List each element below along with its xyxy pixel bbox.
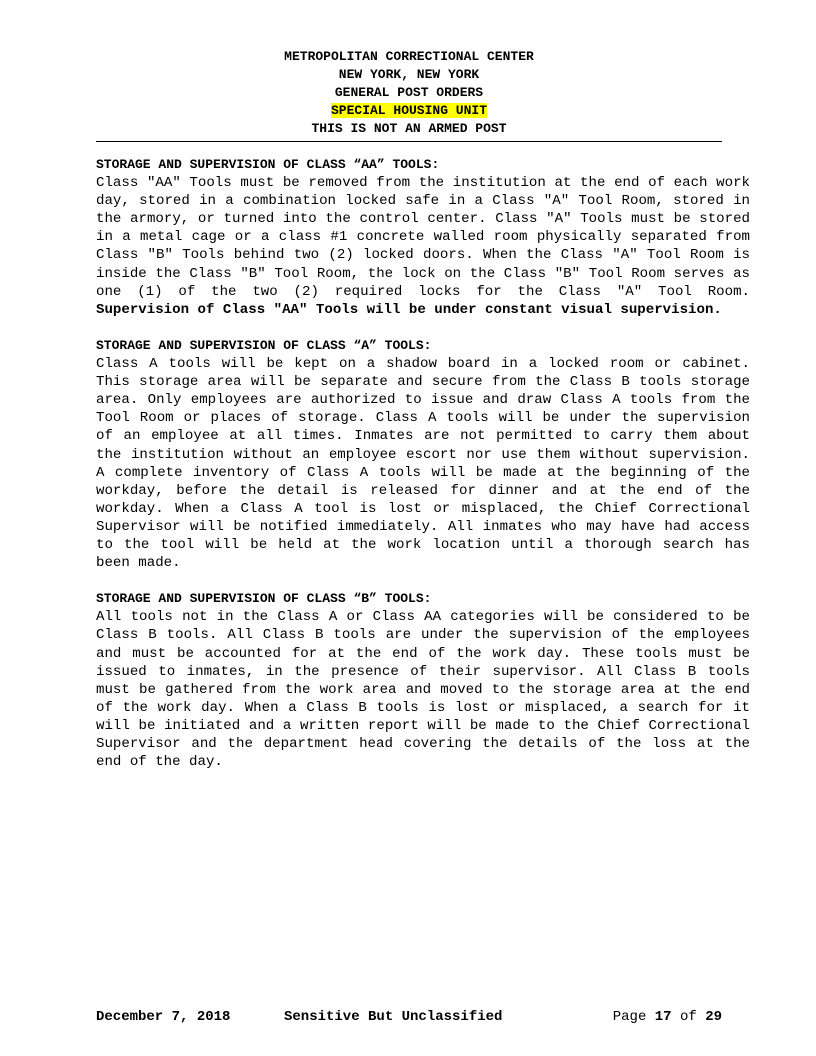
header-order-type: GENERAL POST ORDERS [334,85,484,100]
section-emphasis: Supervision of Class "AA" Tools will be under constant visual supervision. [96,301,722,318]
footer-classification: Sensitive But Unclassified [284,1009,503,1025]
header-location: NEW YORK, NEW YORK [338,67,480,82]
header-post-name: SPECIAL HOUSING UNIT [330,103,488,118]
section-class-b-tools [96,590,750,771]
header-divider [96,141,722,142]
section-title: STORAGE AND SUPERVISION OF CLASS “A” TOOLS: [96,337,432,353]
section-paragraph: Class "AA" Tools must be removed from the institution at the end of each work day, stored in a combination locked safe in a Class "A" Tool Room, stored in the armory, or turned into the control center. Class "A" Tools must be stored in a metal cage or a class #1 concrete walled room physically separated from Class "B" Tools behind two (2) locked doors. When the Class "A" Tool Room is inside the Class "B" Tool Room, the lock on the Class "B" Tool Room serves as one (1) of the two (2) required locks for the Class "A" Tool Room. Supervision of Class "AA" Tools will be under constant visual supervision. [96,175,750,318]
section-paragraph: All tools not in the Class A or Class AA categories will be considered to be Class B tools. All Class B tools are under the supervision of the employees and must be accounted for at the end of the work day. These tools must be issued to inmates, in the presence of their supervisor. All Class B tools must be gathered from the work area and moved to the storage area at the end of the work day. When a Class B tools is lost or misplaced, a search for it will be initiated and a written report will be made to the Chief Correctional Supervisor and the department head covering the details of the loss at the end of the day. [96,609,750,771]
document-body [96,156,750,789]
section-title: STORAGE AND SUPERVISION OF CLASS “B” TOOLS: [96,591,432,607]
section-class-aa-tools [96,156,750,319]
document-header [96,48,722,138]
footer-page-number: Page 17 of 29 [612,1009,722,1025]
footer-date: December 7, 2018 [96,1009,231,1025]
section-title: STORAGE AND SUPERVISION OF CLASS “AA” TOOLS: [96,157,440,172]
section-paragraph: Class A tools will be kept on a shadow board in a locked room or cabinet. This storage area will be separate and secure from the Class B tools storage area. Only employees are authorized to issue and draw Class A tools from the Tool Room or places of storage. Class A tools will be under the supervision of an employee at all times. Inmates are not permitted to carry them about the institution without an employee escort nor use them without supervision. A complete inventory of Class A tools will be made at the beginning of the workday, before the detail is released for dinner and at the end of the workday. When a Class A tool is lost or misplaced, the Chief Correctional Supervisor will be notified immediately. All inmates who may have had access to the tool will be held at the work location until a thorough search has been made. [96,356,750,572]
header-institution: METROPOLITAN CORRECTIONAL CENTER [284,49,534,64]
section-class-a-tools [96,337,750,572]
header-armed-status: THIS IS NOT AN ARMED POST [311,121,507,136]
